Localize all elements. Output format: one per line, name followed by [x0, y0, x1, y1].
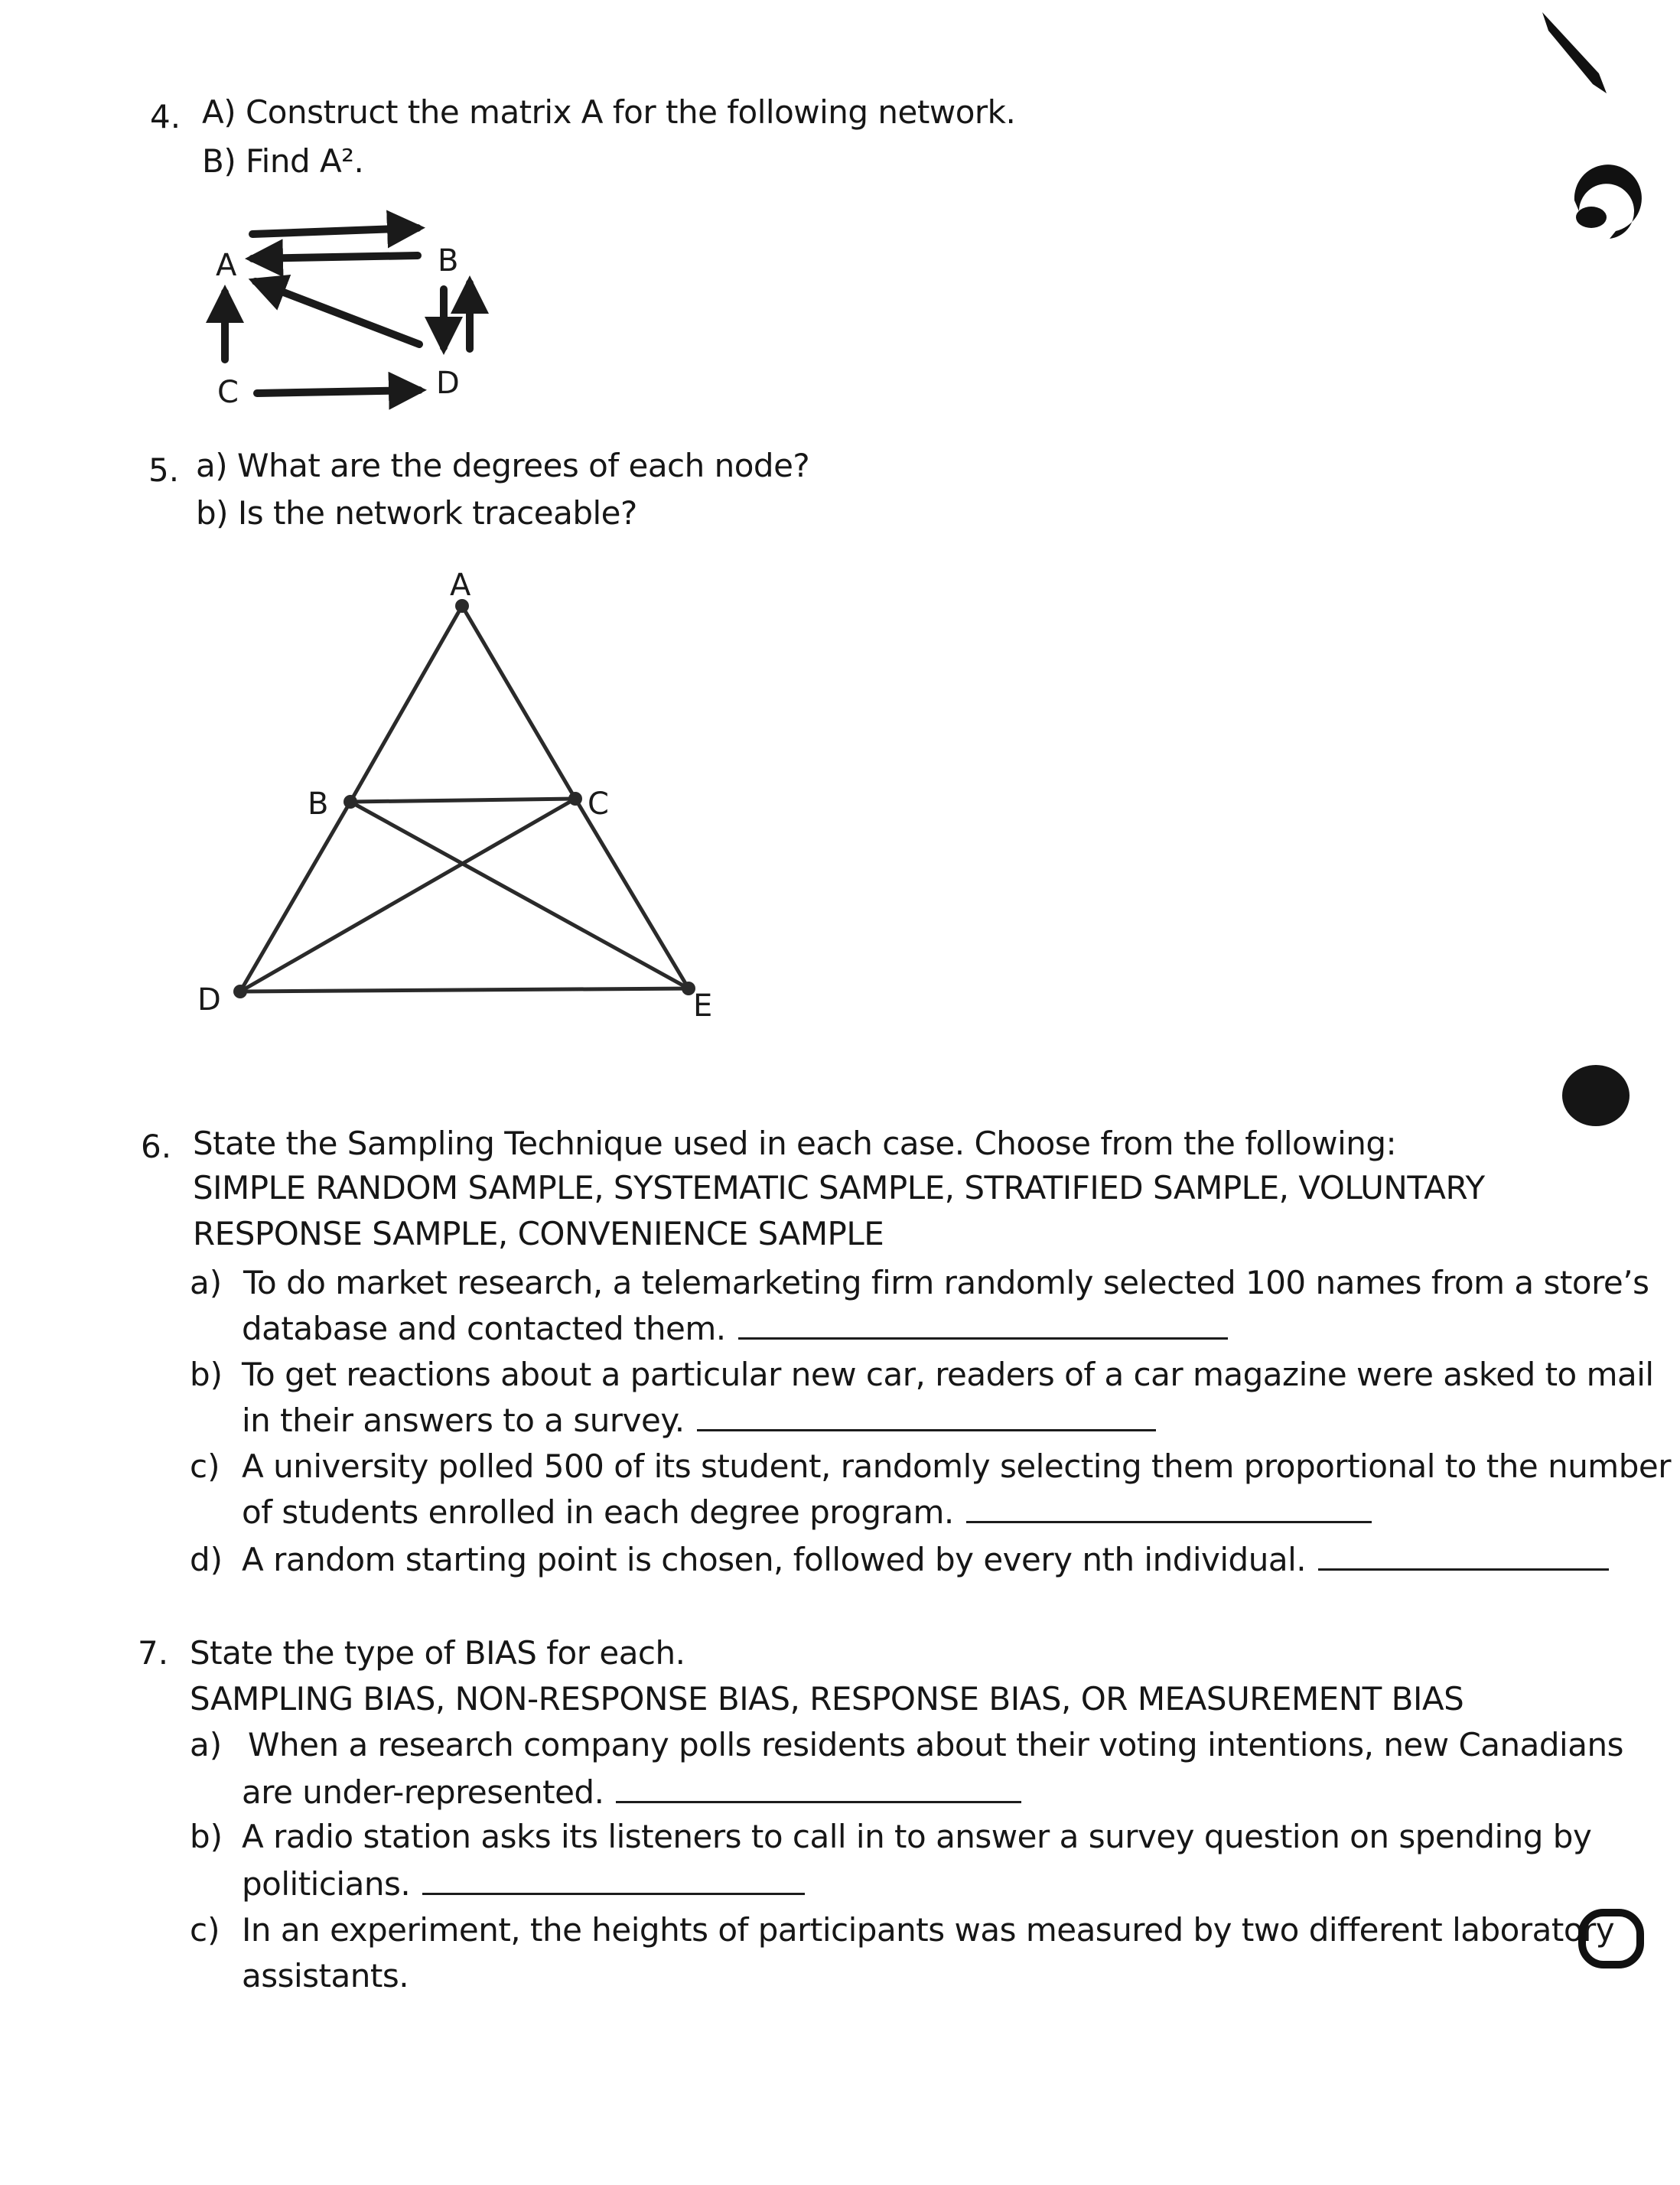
q7-c-line2: assistants.	[242, 1957, 409, 1995]
q6-c-label: c)	[190, 1447, 220, 1485]
q7-c-line1: In an experiment, the heights of participants was measured by two different laboratory	[242, 1911, 1615, 1949]
q7-b-label: b)	[190, 1818, 223, 1855]
q7-b-line2: politicians.	[242, 1865, 411, 1903]
binder-hole-bottom	[1582, 1913, 1640, 1965]
binder-hole-top-fill	[1576, 207, 1607, 228]
q7-b-line1: A radio station asks its listeners to call in to answer a survey question on spending by	[242, 1818, 1592, 1855]
q5-node-e: E	[693, 988, 713, 1024]
q4-node-b: B	[438, 243, 459, 278]
q5-node-d: D	[197, 982, 221, 1018]
q6-d-label: d)	[190, 1541, 223, 1578]
q5-part-b: b) Is the network traceable?	[196, 494, 637, 532]
q6-b-label: b)	[190, 1356, 223, 1393]
q7-a-line1: When a research company polls residents about their voting intentions, new Canadians	[248, 1726, 1623, 1763]
q5-node-a: A	[450, 568, 471, 603]
q4-node-c: C	[217, 375, 239, 410]
q6-b-line1: To get reactions about a particular new car, readers of a car magazine were asked to mail	[242, 1356, 1654, 1393]
q6-b-line2: in their answers to a survey.	[242, 1402, 685, 1439]
q6-d-line1: A random starting point is chosen, followed by every nth individual.	[242, 1541, 1307, 1578]
corner-tear-mark	[1542, 12, 1607, 93]
q4-node-a: A	[216, 248, 237, 283]
q5-number: 5.	[148, 451, 180, 489]
binder-hole-top	[1574, 164, 1642, 239]
q5-part-a: a) What are the degrees of each node?	[196, 447, 810, 484]
q7-c-label: c)	[190, 1911, 220, 1949]
q5-node-c: C	[588, 786, 609, 822]
q7-options: SAMPLING BIAS, NON-RESPONSE BIAS, RESPONSE BIAS, OR MEASUREMENT BIAS	[190, 1680, 1464, 1718]
q5-node-b: B	[308, 786, 329, 822]
q7-number: 7.	[138, 1634, 169, 1672]
q6-c-line1: A university polled 500 of its student, randomly selecting them proportional to the number	[242, 1447, 1671, 1485]
q4-part-b: B) Find A².	[202, 142, 364, 180]
q6-a-line2: database and contacted them.	[242, 1310, 726, 1347]
q4-part-a: A) Construct the matrix A for the following network.	[202, 93, 1016, 131]
q6-a-label: a)	[190, 1264, 223, 1301]
q6-intro: State the Sampling Technique used in each case. Choose from the following:	[193, 1125, 1397, 1162]
q7-a-label: a)	[190, 1726, 223, 1763]
q6-options-line2: RESPONSE SAMPLE, CONVENIENCE SAMPLE	[193, 1215, 884, 1252]
q6-number: 6.	[141, 1128, 172, 1165]
q4-node-d: D	[436, 366, 460, 401]
q6-options-line1: SIMPLE RANDOM SAMPLE, SYSTEMATIC SAMPLE, STRATIFIED SAMPLE, VOLUNTARY	[193, 1169, 1485, 1206]
q4-number: 4.	[150, 98, 181, 135]
q6-a-line1: To do market research, a telemarketing firm randomly selected 100 names from a store’s	[243, 1264, 1649, 1301]
q7-intro: State the type of BIAS for each.	[190, 1634, 685, 1672]
q7-a-line2: are under-represented.	[242, 1773, 604, 1811]
binder-hole-middle	[1562, 1065, 1630, 1126]
q6-c-line2: of students enrolled in each degree program.	[242, 1493, 954, 1531]
